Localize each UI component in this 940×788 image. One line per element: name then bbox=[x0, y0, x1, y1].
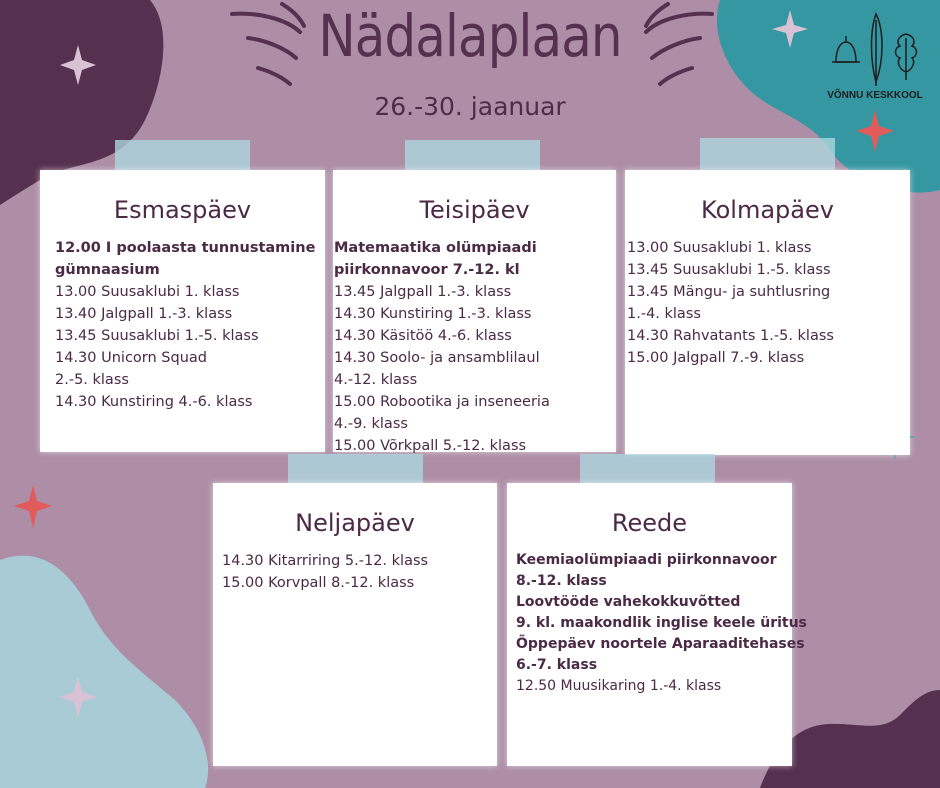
event-item: 15.00 Robootika ja inseneeria bbox=[334, 394, 550, 410]
event-item: 8.-12. klass bbox=[516, 573, 607, 589]
event-item: 13.45 Jalgpall 1.-3. klass bbox=[334, 284, 512, 300]
event-list bbox=[55, 237, 315, 413]
day-card-teisipaev bbox=[333, 170, 616, 452]
event-item: 14.30 Kitarriring 5.-12. klass bbox=[222, 553, 429, 569]
event-item: 14.30 Rahvatants 1.-5. klass bbox=[627, 328, 834, 344]
event-list bbox=[334, 237, 550, 457]
day-title: Neljapäev bbox=[295, 509, 415, 537]
day-card-neljapaev bbox=[213, 483, 497, 766]
event-item: 15.00 Võrkpall 5.-12. klass bbox=[334, 438, 527, 454]
event-list bbox=[516, 550, 807, 697]
day-card-reede bbox=[507, 483, 807, 766]
event-item: 15.00 Jalgpall 7.-9. klass bbox=[627, 350, 805, 366]
school-name: VÕNNU KESKKOOL bbox=[827, 90, 923, 101]
event-item: 15.00 Korvpall 8.-12. klass bbox=[222, 575, 415, 591]
day-card-esmaspaev bbox=[40, 170, 325, 452]
event-item: 14.30 Käsitöö 4.-6. klass bbox=[334, 328, 512, 344]
page-title: Nädalaplaan bbox=[318, 2, 622, 70]
event-item: 12.00 I poolaasta tunnustamine bbox=[55, 240, 316, 256]
bell-icon bbox=[832, 36, 860, 62]
date-range: 26.-30. jaanuar bbox=[374, 92, 566, 121]
event-item: 1.-4. klass bbox=[627, 306, 701, 322]
event-item: 2.-5. klass bbox=[55, 372, 129, 388]
sparkle-star-icon bbox=[14, 485, 52, 528]
oak-leaf-icon bbox=[896, 34, 917, 80]
event-item: 6.-7. klass bbox=[516, 657, 598, 673]
event-item: 13.45 Suusaklubi 1.-5. klass bbox=[55, 328, 259, 344]
event-item: 14.30 Soolo- ja ansamblilaul bbox=[334, 350, 540, 366]
event-item: 9. kl. maakondlik inglise keele üritus bbox=[516, 615, 807, 631]
event-item: 13.45 Mängu- ja suhtlusring bbox=[627, 284, 831, 300]
event-item: 13.00 Suusaklubi 1. klass bbox=[55, 284, 240, 300]
day-title: Kolmapäev bbox=[701, 196, 834, 224]
event-item: Keemiaolümpiaadi piirkonnavoor bbox=[516, 552, 777, 568]
event-item: 14.30 Unicorn Squad bbox=[55, 350, 207, 366]
day-card-kolmapaev bbox=[625, 170, 910, 455]
event-item: 12.50 Muusikaring 1.-4. klass bbox=[516, 678, 722, 694]
day-title: Esmaspäev bbox=[113, 196, 252, 224]
event-item: Õppepäev noortele Aparaaditehases bbox=[516, 636, 805, 652]
event-item: 13.00 Suusaklubi 1. klass bbox=[627, 240, 812, 256]
event-item: 4.-9. klass bbox=[334, 416, 408, 432]
event-list bbox=[222, 550, 428, 594]
event-item: Loovtööde vahekokkuvõtted bbox=[516, 594, 741, 610]
event-item: gümnaasium bbox=[55, 262, 160, 278]
event-item: 13.45 Suusaklubi 1.-5. klass bbox=[627, 262, 831, 278]
bottom-left-blob bbox=[0, 556, 208, 788]
day-title: Teisipäev bbox=[419, 196, 530, 224]
event-item: piirkonnavoor 7.-12. kl bbox=[334, 262, 520, 278]
event-list bbox=[627, 237, 834, 369]
event-item: Matemaatika olümpiaadi bbox=[334, 240, 537, 256]
event-item: 14.30 Kunstiring 4.-6. klass bbox=[55, 394, 253, 410]
event-item: 14.30 Kunstiring 1.-3. klass bbox=[334, 306, 532, 322]
quill-icon bbox=[872, 14, 883, 86]
event-item: 13.40 Jalgpall 1.-3. klass bbox=[55, 306, 233, 322]
event-item: 4.-12. klass bbox=[334, 372, 418, 388]
day-title: Reede bbox=[611, 509, 688, 537]
